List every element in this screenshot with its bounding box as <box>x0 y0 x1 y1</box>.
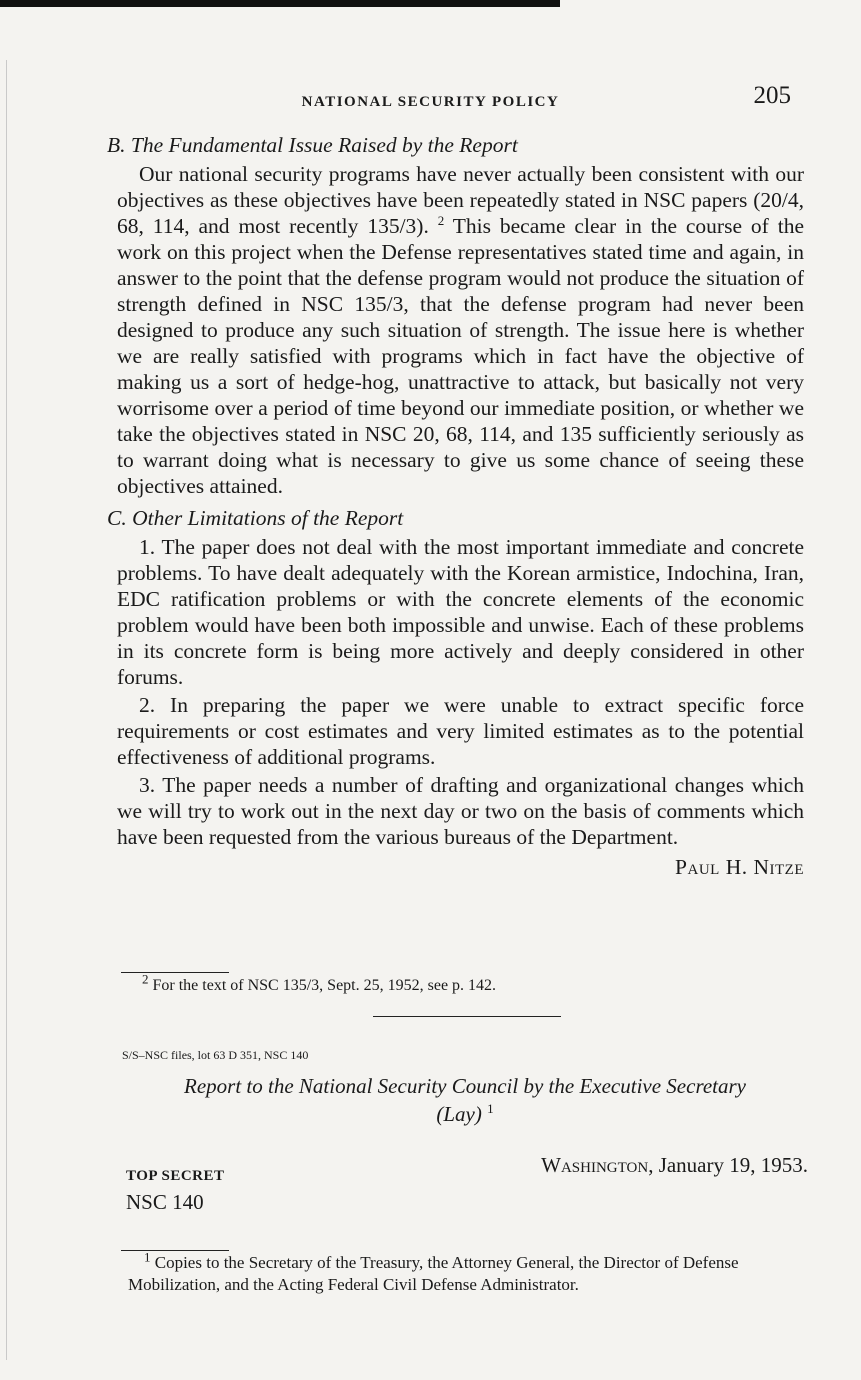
footnote-rule-2 <box>121 1250 229 1251</box>
footnote-2 <box>142 971 832 996</box>
section-b-text-cont: This became clear in the course of the work on this project when the Defense representatives stated time and again, in answer to the point that the defense program would not produce the situation of strength defined in NSC 135/3, that the defense program had never been designed to produce any such situation of strength. The issue here is whether we are really satisfied with programs which in fact have the objective of making us a sort of hedge-hog, unattractive to attack, but basically not very worrisome over a period of time beyond our immediate position, or whether we take the objectives stated in NSC 20, 68, 114, and 135 sufficiently seriously as to warrant doing what is necessary to give us some chance of seeing these objectives attained. <box>117 214 804 498</box>
section-c-item-2: 2. In preparing the paper we were unable to extract specific force requirements or cost estimates and very limited estimates as to the potential effectiveness of additional programs. <box>117 693 804 769</box>
section-b-text: Our national security programs have never actually been consistent with our objectives as these objectives have been repeatedly stated in NSC papers (20/4, 68, 114, and most recently 135/3). <box>117 162 804 238</box>
section-b-paragraph <box>117 161 804 499</box>
scan-edge-bar <box>0 0 560 7</box>
source-note: S/S–NSC files, lot 63 D 351, NSC 140 <box>122 1048 309 1062</box>
section-c-item-3: 3. The paper needs a number of drafting and organizational changes which we will try to work out in the next day or two on the basis of comments which have been requested from the various bureaus of the Department. <box>117 773 804 849</box>
running-title: NATIONAL SECURITY POLICY <box>301 94 560 110</box>
dateline-date: , January 19, 1953. <box>648 1153 808 1177</box>
page-left-edge <box>6 60 7 1360</box>
dateline <box>541 1153 808 1178</box>
document-title <box>120 1072 810 1128</box>
document-title-line1: Report to the National Security Council by the Executive Secretary <box>184 1074 746 1098</box>
section-b-heading: B. The Fundamental Issue Raised by the Report <box>107 133 518 157</box>
footnote-2-marker: 2 <box>142 971 149 987</box>
signature: Paul H. Nitze <box>675 855 804 879</box>
footnote-1 <box>128 1249 818 1296</box>
footnote-1-marker: 1 <box>144 1249 151 1265</box>
document-number: NSC 140 <box>126 1190 204 1214</box>
classification: TOP SECRET <box>126 1168 225 1184</box>
page-number: 205 <box>753 82 791 109</box>
footnote-ref-1[interactable]: 1 <box>487 1101 494 1116</box>
footnote-rule <box>121 972 229 973</box>
footnote-ref-2[interactable]: 2 <box>437 212 445 228</box>
section-c-heading: C. Other Limitations of the Report <box>107 506 404 530</box>
document-separator <box>373 1016 561 1017</box>
footnote-1-text: Copies to the Secretary of the Treasury, the Attorney General, the Director of Defense Mobilization, and the Acting Federal Civil Defense Administrator. <box>128 1253 739 1294</box>
document-title-line2 <box>120 1100 810 1128</box>
section-c-item-1: 1. The paper does not deal with the most important immediate and concrete problems. To have dealt adequately with the Korean armistice, Indochina, Iran, EDC ratification problems or with the concrete elements of the economic problem would have been both impossible and unwise. Each of these problems in its concrete form is being more actively and deeply considered in other forums. <box>117 535 804 689</box>
main-text <box>107 132 804 880</box>
document-title-lay: (Lay) <box>436 1102 482 1126</box>
footnote-2-text: For the text of NSC 135/3, Sept. 25, 1952, see p. 142. <box>152 977 497 994</box>
dateline-place: Washington <box>541 1153 649 1177</box>
